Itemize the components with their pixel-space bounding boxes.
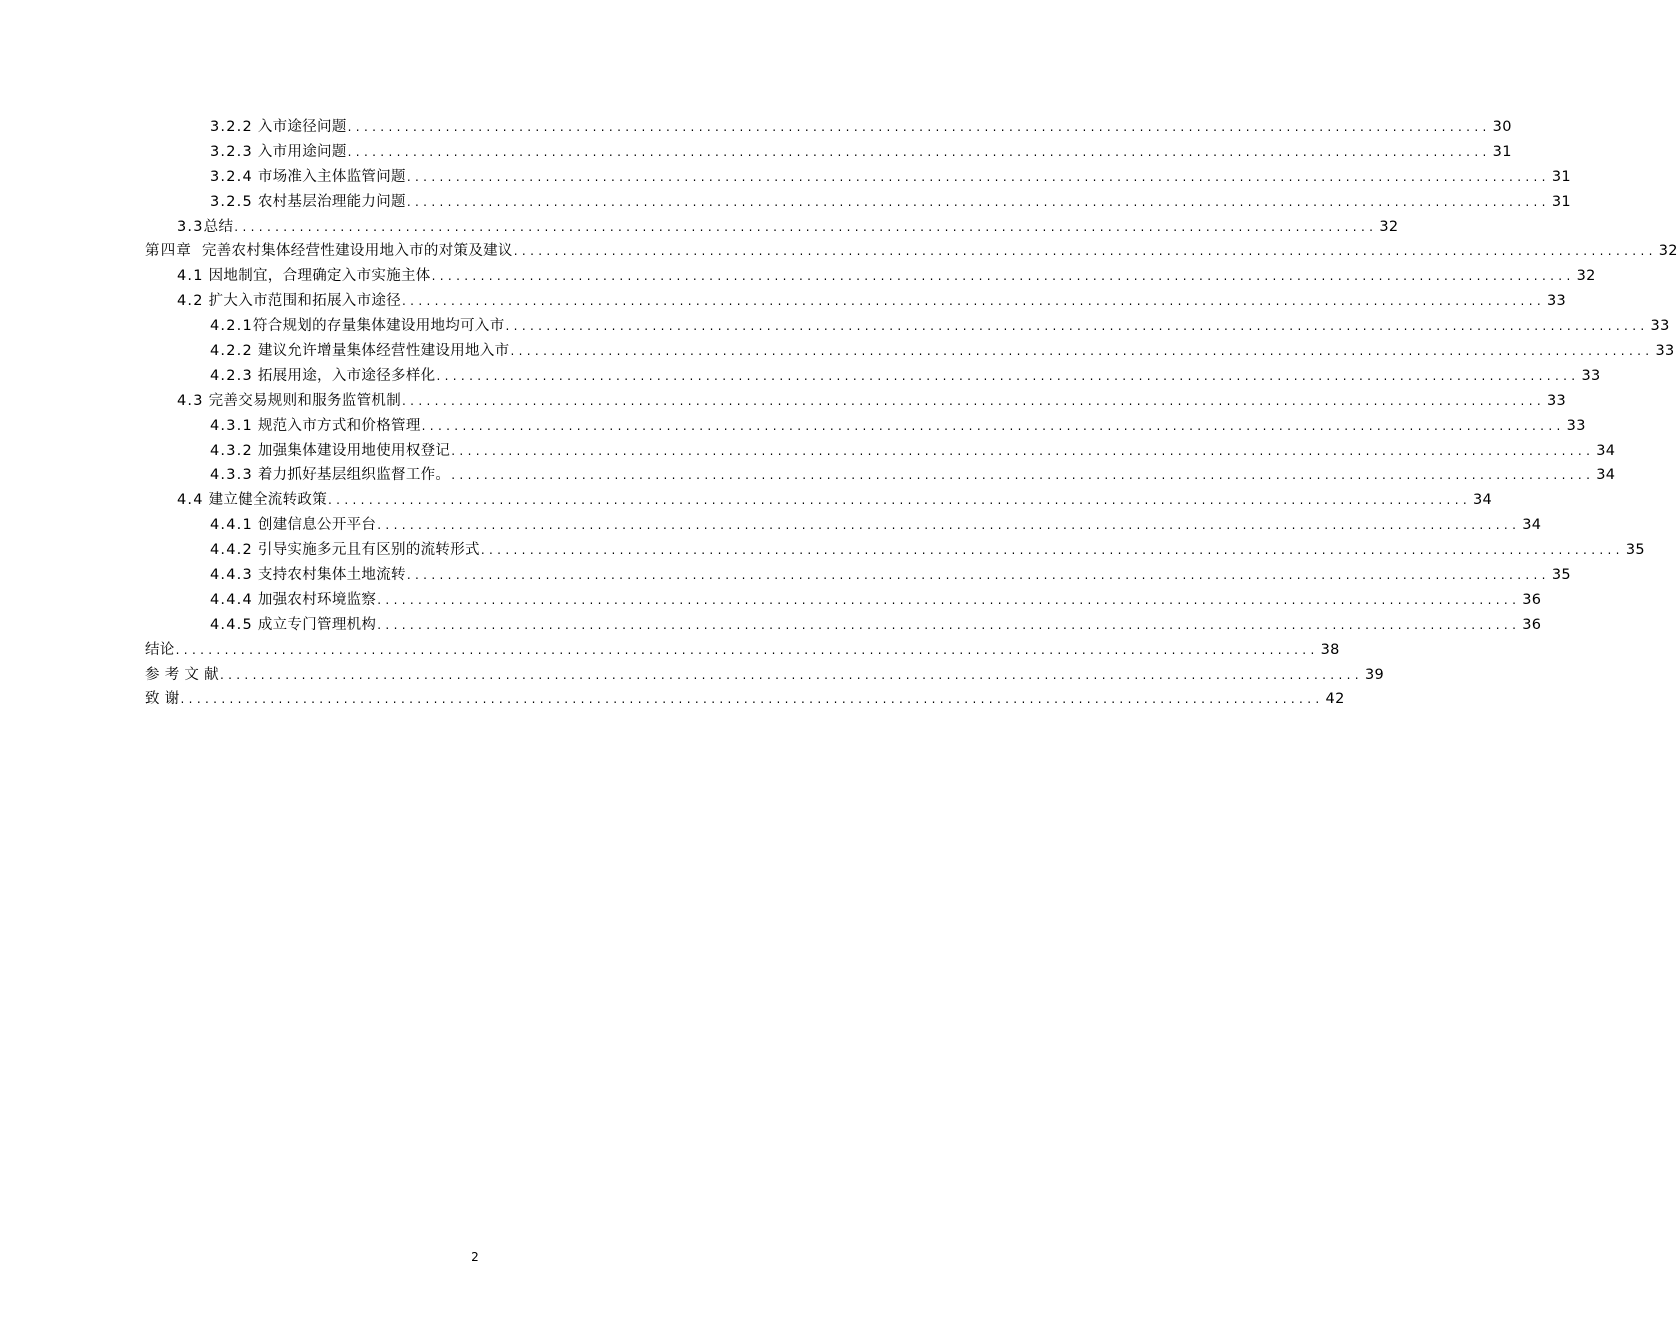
toc-entry-number: 4.3.3 (210, 467, 253, 484)
toc-entry-title (177, 264, 431, 289)
toc-dot-leader: ............................................................................................................................................ (219, 667, 1363, 682)
toc-entry-line (210, 314, 1670, 339)
toc-entry-text: 市场准入主体监管问题 (257, 168, 406, 185)
toc-entry-title (177, 215, 233, 240)
toc-entry-title (210, 115, 347, 140)
toc-entry-line (145, 663, 1385, 688)
toc-entry-number: 4.4.4 (210, 591, 253, 608)
toc-entry-title (210, 314, 505, 339)
toc-entry-title (210, 339, 509, 364)
toc-entry-title (210, 439, 450, 464)
toc-entry[interactable] (0, 190, 1571, 215)
toc-entry-line (210, 439, 1616, 464)
toc-entry-title (210, 513, 376, 538)
toc-entry-title (145, 687, 180, 712)
toc-dot-leader: ............................................................................................................................................ (406, 568, 1550, 583)
toc-entry-page: 38 (1320, 641, 1340, 658)
toc-entry-gap (192, 243, 202, 259)
toc-dot-leader: ............................................................................................................................................ (510, 344, 1654, 359)
toc-dot-leader: ............................................................................................................................................ (451, 443, 1595, 458)
toc-entry-number: 第四章 (145, 243, 193, 260)
toc-entry-number: 4.3.1 (210, 417, 253, 434)
toc-entry-line (210, 115, 1512, 140)
toc-entry-page: 33 (1566, 417, 1586, 434)
toc-entry-title (210, 414, 421, 439)
toc-entry-page: 30 (1492, 119, 1512, 135)
toc-entry-line (210, 165, 1571, 190)
toc-entry-line (210, 414, 1586, 439)
toc-entry-line (210, 190, 1571, 215)
toc-entry-page: 42 (1325, 691, 1345, 708)
toc-entry-page: 32 (1658, 243, 1678, 260)
toc-entry-title (145, 638, 175, 663)
toc-entry[interactable] (0, 538, 1645, 563)
toc-entry-line (145, 239, 1678, 264)
toc-entry-title (145, 239, 513, 264)
toc-entry-number: 3.2.3 (210, 143, 253, 160)
toc-entry-text: 入市用途问题 (257, 143, 347, 160)
toc-entry-text: 结论 (145, 641, 175, 658)
toc-entry-number: 4.4.5 (210, 616, 253, 633)
toc-dot-leader: ............................................................................................................................................ (377, 617, 1521, 632)
toc-entry-title (210, 364, 435, 389)
toc-entry-text: 规范入市方式和价格管理 (257, 417, 421, 434)
toc-entry-title (210, 588, 376, 613)
toc-entry-text: 成立专门管理机构 (257, 616, 377, 633)
toc-dot-leader: ............................................................................................................................................ (513, 244, 1657, 259)
toc-entry-page: 33 (1547, 392, 1567, 409)
toc-entry[interactable] (0, 488, 1493, 513)
toc-entry-page: 39 (1364, 666, 1385, 683)
toc-entry-number: 4.2.3 (210, 367, 253, 384)
toc-entry-page: 31 (1492, 143, 1512, 160)
toc-entry-page: 33 (1655, 343, 1675, 360)
toc-dot-leader: ............................................................................................................................................ (406, 194, 1550, 209)
toc-dot-leader: ............................................................................................................................................ (406, 169, 1550, 184)
toc-entry-line (210, 463, 1616, 488)
toc-entry-number: 4.4.1 (210, 517, 253, 534)
toc-entry-title (210, 190, 406, 215)
toc-entry-line (210, 140, 1512, 165)
toc-entry-page: 33 (1547, 293, 1567, 310)
toc-entry-text: 支持农村集体土地流转 (257, 567, 406, 584)
toc-entry[interactable] (0, 463, 1616, 488)
toc-dot-leader: ............................................................................................................................................ (180, 692, 1324, 707)
toc-entry-text: 致 谢 (145, 691, 180, 708)
toc-entry[interactable] (0, 165, 1571, 190)
toc-entry-page: 34 (1596, 467, 1616, 484)
toc-entry-number: 4.2 (177, 293, 204, 310)
toc-dot-leader: ............................................................................................................................................ (377, 518, 1521, 533)
toc-entry-line (177, 488, 1493, 513)
toc-entry-page: 32 (1379, 218, 1399, 235)
toc-entry-title (210, 463, 450, 488)
toc-entry-text: 入市途径问题 (257, 119, 347, 135)
toc-entry[interactable] (0, 140, 1512, 165)
toc-entry-page: 31 (1551, 193, 1571, 210)
toc-entry-title (210, 140, 347, 165)
toc-entry[interactable] (0, 687, 1345, 712)
toc-entry-line (177, 289, 1567, 314)
toc-entry-text: 建议允许增量集体经营性建设用地入市 (257, 343, 510, 360)
toc-entry-text: 扩大入市范围和拓展入市途径 (208, 293, 401, 310)
toc-entry-number: 4.3 (177, 392, 204, 409)
toc-entry-text: 总结 (203, 218, 234, 235)
page-number: 2 (471, 1250, 479, 1264)
toc-entry-text: 完善交易规则和服务监管机制 (208, 392, 401, 409)
toc-entry-page: 34 (1473, 492, 1493, 509)
toc-entry-text: 拓展用途，入市途径多样化 (257, 367, 436, 384)
toc-entry-number: 4.2.1 (210, 318, 253, 335)
toc-entry-title (145, 663, 219, 688)
toc-entry[interactable] (0, 339, 1675, 364)
toc-entry-line (145, 687, 1345, 712)
toc-entry-text: 加强集体建设用地使用权登记 (257, 442, 451, 459)
toc-dot-leader: ............................................................................................................................................ (347, 120, 1491, 134)
toc-entry[interactable] (0, 513, 1542, 538)
toc-entry-text: 因地制宜，合理确定入市实施主体 (208, 268, 431, 285)
toc-entry-number: 3.2.4 (210, 168, 253, 185)
toc-entry-line (210, 588, 1542, 613)
toc-entry-number: 4.4.3 (210, 567, 253, 584)
toc-entry-text: 创建信息公开平台 (257, 517, 377, 534)
toc-dot-leader: ............................................................................................................................................ (175, 642, 1319, 657)
toc-entry-text: 着力抓好基层组织监督工作。 (257, 467, 451, 484)
toc-entry-text: 参 考 文 献 (145, 666, 219, 683)
toc-dot-leader: ............................................................................................................................................ (328, 493, 1472, 508)
toc-entry[interactable] (0, 289, 1567, 314)
toc-entry-text: 建立健全流转政策 (208, 492, 327, 509)
toc-entry-text: 符合规划的存量集体建设用地均可入市 (252, 318, 505, 335)
toc-entry[interactable] (0, 638, 1340, 663)
toc-entry-page: 32 (1576, 268, 1596, 285)
toc-entry[interactable] (0, 588, 1542, 613)
toc-entry[interactable] (0, 563, 1571, 588)
toc-dot-leader: ............................................................................................................................................ (436, 368, 1580, 383)
toc-entry-page: 35 (1551, 567, 1571, 584)
toc-entry-text: 加强农村环境监察 (257, 591, 377, 608)
toc-entry-line (177, 264, 1596, 289)
toc-dot-leader: ............................................................................................................................................ (480, 543, 1624, 558)
toc-entry[interactable] (0, 389, 1567, 414)
toc-entry-line (210, 339, 1675, 364)
toc-entry[interactable] (0, 239, 1678, 264)
toc-entry-title (177, 289, 401, 314)
toc-dot-leader: ............................................................................................................................................ (347, 144, 1491, 159)
toc-entry-page: 35 (1625, 542, 1645, 559)
toc-entry[interactable] (0, 663, 1385, 688)
toc-entry-text: 引导实施多元且有区别的流转形式 (257, 542, 480, 559)
toc-dot-leader: ............................................................................................................................................ (234, 219, 1378, 234)
toc-entry-title (210, 538, 480, 563)
table-of-contents (0, 115, 1678, 712)
toc-entry[interactable] (0, 439, 1616, 464)
toc-entry-number: 3.2.2 (210, 119, 253, 135)
toc-entry-line (177, 389, 1567, 414)
toc-dot-leader: ............................................................................................................................................ (451, 468, 1595, 483)
toc-entry-title (177, 488, 327, 513)
toc-entry-line (210, 563, 1571, 588)
toc-entry-number: 4.3.2 (210, 442, 253, 459)
toc-entry-line (210, 364, 1601, 389)
toc-entry-page: 34 (1596, 442, 1616, 459)
toc-entry-number: 4.2.2 (210, 343, 253, 360)
toc-entry[interactable] (0, 364, 1601, 389)
toc-entry-page: 34 (1522, 517, 1542, 534)
toc-entry-text: 农村基层治理能力问题 (257, 193, 406, 210)
toc-entry-title (210, 563, 406, 588)
toc-entry-line (145, 638, 1340, 663)
toc-dot-leader: ............................................................................................................................................ (402, 294, 1546, 309)
toc-entry-title (210, 165, 406, 190)
toc-entry[interactable] (0, 613, 1542, 638)
toc-entry-line (210, 538, 1645, 563)
toc-entry-line (210, 613, 1542, 638)
toc-entry[interactable] (0, 215, 1399, 240)
toc-entry-number: 3.2.5 (210, 193, 253, 210)
toc-entry-page: 36 (1522, 591, 1542, 608)
toc-entry-line (210, 513, 1542, 538)
toc-entry-page: 33 (1581, 367, 1601, 384)
toc-dot-leader: ............................................................................................................................................ (421, 418, 1565, 433)
toc-entry-line (177, 215, 1399, 240)
toc-entry-page: 31 (1551, 168, 1571, 185)
toc-dot-leader: ............................................................................................................................................ (431, 269, 1575, 284)
toc-dot-leader: ............................................................................................................................................ (377, 592, 1521, 607)
toc-entry[interactable] (0, 115, 1512, 140)
toc-dot-leader: ............................................................................................................................................ (505, 319, 1649, 334)
toc-entry[interactable] (0, 314, 1670, 339)
toc-dot-leader: ............................................................................................................................................ (402, 393, 1546, 408)
toc-entry-number: 4.1 (177, 268, 204, 285)
toc-entry-page: 36 (1522, 616, 1542, 633)
toc-entry-number: 4.4.2 (210, 542, 253, 559)
toc-entry-text: 完善农村集体经营性建设用地入市的对策及建议 (201, 243, 513, 260)
toc-entry-page: 33 (1650, 318, 1670, 335)
toc-entry[interactable] (0, 264, 1596, 289)
toc-entry[interactable] (0, 414, 1586, 439)
toc-entry-number: 4.4 (177, 492, 204, 509)
toc-entry-title (210, 613, 376, 638)
toc-entry-number: 3.3 (177, 218, 204, 235)
toc-entry-title (177, 389, 401, 414)
